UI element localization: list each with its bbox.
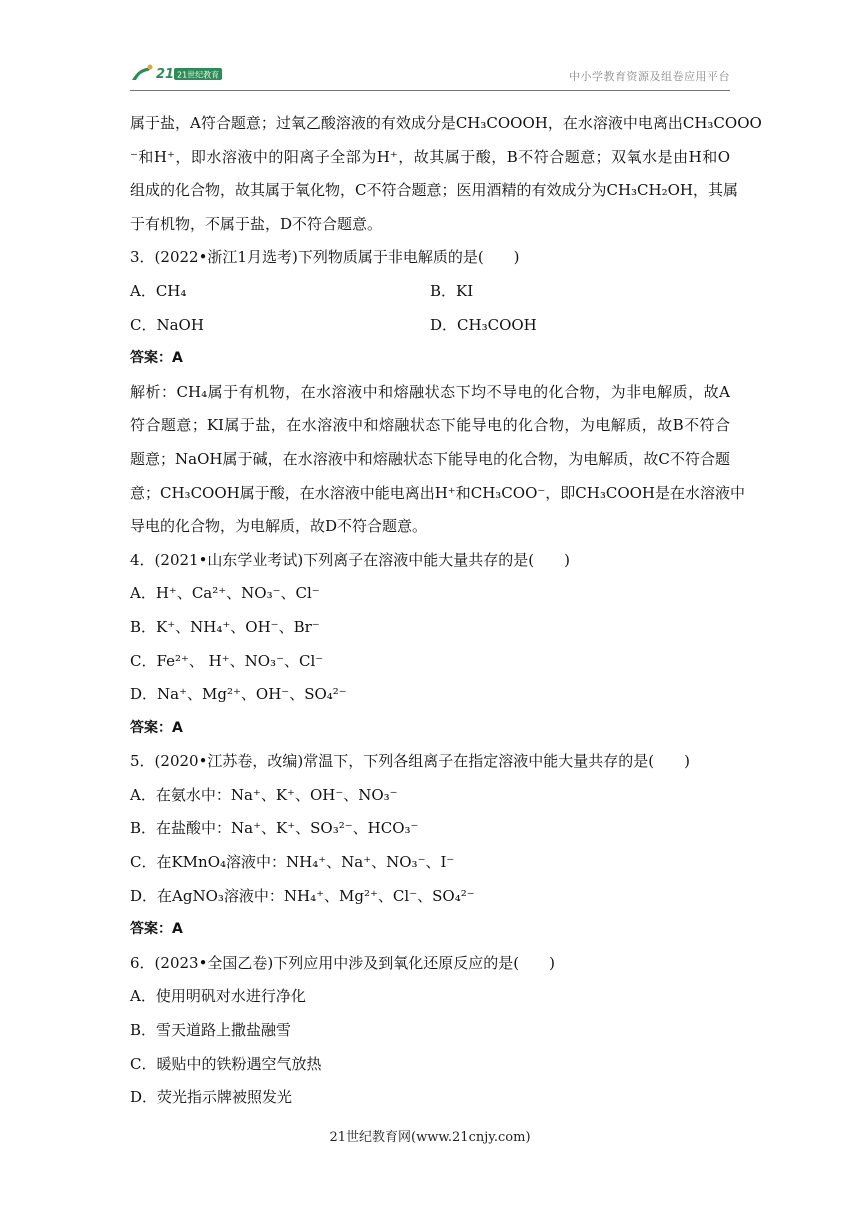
option-a: A．CH₄ bbox=[130, 281, 187, 300]
option-d: D．荧光指示牌被照发光 bbox=[130, 1088, 293, 1107]
option-d: D．在AgNO₃溶液中：NH₄⁺、Mg²⁺、Cl⁻、SO₄²⁻ bbox=[130, 886, 475, 905]
text-line: 于有机物，不属于盐，D不符合题意。 bbox=[130, 214, 383, 233]
option-c: C．Fe²⁺、 H⁺、NO₃⁻、Cl⁻ bbox=[130, 651, 324, 670]
explanation-line: 意；CH₃COOH属于酸，在水溶液中能电离出H⁺和CH₃COO⁻，即CH₃COOH是在水溶液中 bbox=[130, 483, 746, 502]
option-a: A．使用明矾对水进行净化 bbox=[130, 987, 306, 1006]
site-name: 中小学教育资源及组卷应用平台 bbox=[569, 70, 730, 83]
option-b: B．KI bbox=[430, 281, 474, 300]
text-line: 组成的化合物，故其属于氧化物，C不符合题意；医用酒精的有效成分为CH₃CH₂OH，其属 bbox=[130, 181, 739, 200]
explanation-line: 符合题意；KI属于盐，在水溶液中和熔融状态下能导电的化合物，为电解质，故B不符合 bbox=[130, 416, 730, 435]
page-header bbox=[130, 60, 730, 91]
site-logo bbox=[130, 62, 226, 84]
explanation-line: 解析：CH₄属于有机物，在水溶液中和熔融状态下均不导电的化合物，为非电解质，故A bbox=[130, 382, 730, 401]
explanation-line: 题意；NaOH属于碱，在水溶液中和熔融状态下能导电的化合物，为电解质，故C不符合题 bbox=[130, 449, 730, 468]
option-a: A．H⁺、Ca²⁺、NO₃⁻、Cl⁻ bbox=[130, 584, 320, 603]
option-b: B．雪天道路上撒盐融雪 bbox=[130, 1021, 292, 1040]
option-b: B．K⁺、NH₄⁺、OH⁻、Br⁻ bbox=[130, 617, 320, 636]
question-5: 5．(2020•江苏卷，改编)常温下，下列各组离子在指定溶液中能大量共存的是( ) bbox=[130, 752, 690, 771]
explanation-line: 导电的化合物，为电解质，故D不符合题意。 bbox=[130, 517, 428, 536]
text-line: 属于盐，A符合题意；过氧乙酸溶液的有效成分是CH₃COOOH，在水溶液中电离出CH₃COOO bbox=[130, 114, 762, 132]
answer-4: 答案：A bbox=[130, 719, 183, 736]
option-b: B．在盐酸中：Na⁺、K⁺、SO₃²⁻、HCO₃⁻ bbox=[130, 819, 419, 838]
document-body bbox=[130, 107, 762, 1115]
svg-text:21世纪教育: 21世纪教育 bbox=[177, 70, 220, 80]
option-c: C．NaOH bbox=[130, 315, 204, 334]
answer-5: 答案：A bbox=[130, 921, 183, 938]
svg-text:21: 21 bbox=[156, 67, 175, 82]
option-c: C．在KMnO₄溶液中：NH₄⁺、Na⁺、NO₃⁻、I⁻ bbox=[130, 853, 455, 872]
page-footer: 21世纪教育网(www.21cnjy.com) bbox=[329, 1130, 531, 1145]
answer-3: 答案：A bbox=[130, 350, 183, 367]
question-3: 3．(2022•浙江1月选考)下列物质属于非电解质的是( ) bbox=[130, 248, 520, 267]
question-4: 4．(2021•山东学业考试)下列离子在溶液中能大量共存的是( ) bbox=[130, 550, 570, 569]
option-d: D．CH₃COOH bbox=[430, 315, 537, 334]
question-3-options-row1 bbox=[130, 275, 730, 309]
option-d: D．Na⁺、Mg²⁺、OH⁻、SO₄²⁻ bbox=[130, 685, 347, 704]
text-line: ⁻和H⁺，即水溶液中的阳离子全部为H⁺，故其属于酸，B不符合题意；双氧水是由H和O bbox=[130, 147, 730, 166]
option-c: C．暖贴中的铁粉遇空气放热 bbox=[130, 1054, 322, 1073]
question-6: 6．(2023•全国乙卷)下列应用中涉及到氧化还原反应的是( ) bbox=[130, 953, 555, 972]
option-a: A．在氨水中：Na⁺、K⁺、OH⁻、NO₃⁻ bbox=[130, 785, 398, 804]
question-3-options-row2 bbox=[130, 309, 730, 343]
